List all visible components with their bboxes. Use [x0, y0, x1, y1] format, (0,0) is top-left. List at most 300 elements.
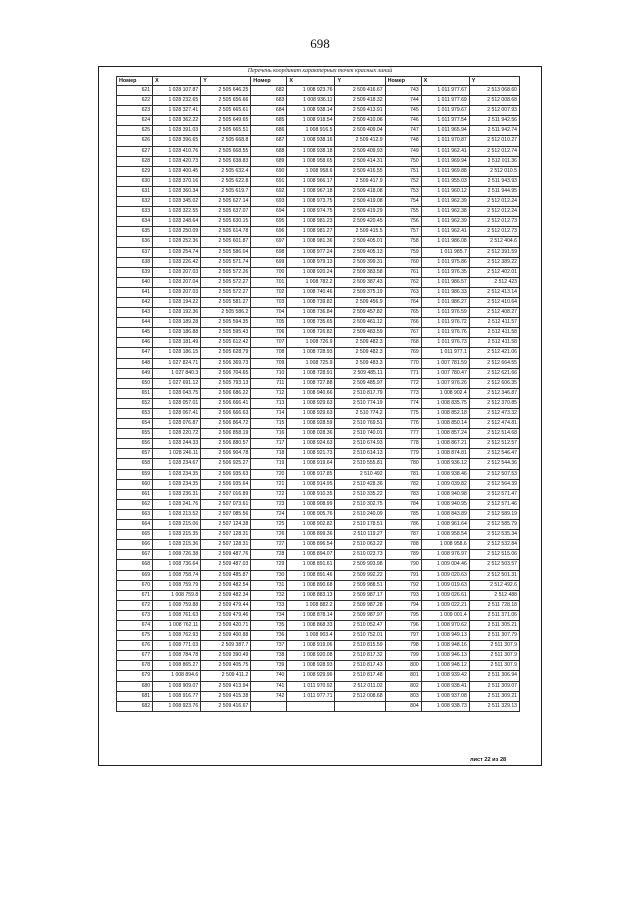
point-number-cell: 644 — [117, 318, 153, 328]
point-number-cell: 801 — [385, 671, 421, 681]
point-number-cell: 788 — [385, 540, 421, 550]
point-number-cell: 752 — [385, 176, 421, 186]
y-coordinate-cell: 2 509 410.06 — [335, 116, 385, 126]
x-coordinate-cell: 1 028 057.01 — [153, 398, 201, 408]
x-coordinate-cell: 1 008 759.8 — [153, 590, 201, 600]
point-number-cell: 639 — [117, 267, 153, 277]
y-coordinate-cell: 2 512 421.06 — [469, 348, 519, 358]
point-number-cell: 632 — [117, 197, 153, 207]
y-coordinate-cell: 2 512 011.02 — [335, 681, 385, 691]
x-coordinate-cell: 1 011 960.12 — [421, 186, 469, 196]
y-coordinate-cell: 2 511 307.9 — [469, 661, 519, 671]
y-coordinate-cell: 2 512 571.47 — [469, 489, 519, 499]
y-coordinate-cell: 2 511 307.79 — [469, 631, 519, 641]
y-coordinate-cell: 2 512 402.01 — [469, 267, 519, 277]
table-row — [117, 308, 520, 318]
x-coordinate-cell: 1 011 955.03 — [421, 176, 469, 186]
table-row — [117, 691, 520, 701]
y-coordinate-cell: 2 511 371.06 — [469, 610, 519, 620]
point-number-cell: 746 — [385, 116, 421, 126]
x-coordinate-cell: 1 008 938.18 — [287, 146, 335, 156]
y-coordinate-cell: 2 506 704.65 — [201, 368, 251, 378]
x-coordinate-cell: 1 008 981.27 — [287, 227, 335, 237]
table-row — [117, 671, 520, 681]
x-coordinate-cell: 1 008 868.33 — [287, 620, 335, 630]
x-coordinate-cell: 1 008 762.11 — [153, 620, 201, 630]
x-coordinate-cell: 1 008 948.12 — [421, 661, 469, 671]
table-row — [117, 86, 520, 96]
point-number-cell: 659 — [117, 469, 153, 479]
page-number: 698 — [310, 36, 330, 51]
x-coordinate-cell: 1 008 761.63 — [153, 610, 201, 620]
point-number-cell: 636 — [117, 237, 153, 247]
y-coordinate-cell: 2 509 987.97 — [335, 610, 385, 620]
table-header-row — [117, 77, 520, 86]
x-coordinate-cell: 1 011 985.7 — [421, 247, 469, 257]
y-coordinate-cell: 2 509 409.04 — [335, 126, 385, 136]
table-row — [117, 217, 520, 227]
x-coordinate-cell: 1 028 345.02 — [153, 197, 201, 207]
x-coordinate-cell: 1 008 918.54 — [287, 116, 335, 126]
table-row — [117, 439, 520, 449]
x-coordinate-cell: 1 028 192.36 — [153, 308, 201, 318]
y-coordinate-cell: 2 509 419.08 — [335, 197, 385, 207]
table-row — [117, 449, 520, 459]
table-row — [117, 509, 520, 519]
point-number-cell: 796 — [385, 620, 421, 630]
y-coordinate-cell: 2 509 416.67 — [335, 86, 385, 96]
x-coordinate-cell: 1 028 107.87 — [153, 86, 201, 96]
x-coordinate-cell: 1 028 213.52 — [153, 509, 201, 519]
y-coordinate-cell: 2 505 572.26 — [201, 267, 251, 277]
point-number-cell: 767 — [385, 328, 421, 338]
table-row — [117, 651, 520, 661]
point-number-cell: 723 — [251, 499, 287, 509]
y-coordinate-cell: 2 511 306.94 — [469, 671, 519, 681]
x-coordinate-cell: 1 028 360.34 — [153, 186, 201, 196]
x-coordinate-cell: 1 008 958.6 — [287, 166, 335, 176]
y-coordinate-cell: 2 511 307.9 — [469, 641, 519, 651]
y-coordinate-cell: 2 509 387.7 — [201, 641, 251, 651]
y-coordinate-cell: 2 512 012.73 — [469, 227, 519, 237]
y-coordinate-cell: 2 506 666.41 — [201, 398, 251, 408]
x-coordinate-cell: 1 008 899.36 — [287, 530, 335, 540]
y-coordinate-cell: 2 511 309.21 — [469, 691, 519, 701]
y-coordinate-cell: 2 512 503.57 — [469, 560, 519, 570]
point-number-cell: 785 — [385, 509, 421, 519]
y-coordinate-cell: 2 510 023.73 — [335, 550, 385, 560]
header-number: Номер — [117, 77, 153, 86]
x-coordinate-cell: 1 028 234.67 — [153, 459, 201, 469]
x-coordinate-cell: 1 008 726.9 — [287, 338, 335, 348]
x-coordinate-cell: 1 028 396.65 — [153, 136, 201, 146]
x-coordinate-cell: 1 011 976.73 — [421, 338, 469, 348]
table-row — [117, 610, 520, 620]
x-coordinate-cell: 1 008 835.75 — [421, 398, 469, 408]
point-number-cell: 634 — [117, 217, 153, 227]
x-coordinate-cell: 1 009 001.4 — [421, 610, 469, 620]
point-number-cell: 670 — [117, 580, 153, 590]
y-coordinate-cell: 2 512 346.87 — [469, 388, 519, 398]
point-number-cell: 623 — [117, 106, 153, 116]
x-coordinate-cell: 1 008 928.93 — [287, 661, 335, 671]
y-coordinate-cell: 2 505 586.2 — [201, 308, 251, 318]
table-row — [117, 146, 520, 156]
x-coordinate-cell: 1 009 004.46 — [421, 560, 469, 570]
y-coordinate-cell: 2 512 544.36 — [469, 459, 519, 469]
point-number-cell: 653 — [117, 409, 153, 419]
y-coordinate-cell: 2 512 474.81 — [469, 419, 519, 429]
y-coordinate-cell: 2 510 119.27 — [335, 530, 385, 540]
x-coordinate-cell: 1 008 736.84 — [287, 308, 335, 318]
x-coordinate-cell: 1 028 181.49 — [153, 338, 201, 348]
header-number: Номер — [385, 77, 421, 86]
x-coordinate-cell: 1 028 241.76 — [153, 499, 201, 509]
x-coordinate-cell: 1 008 727.88 — [287, 378, 335, 388]
x-coordinate-cell: 1 008 958.54 — [421, 530, 469, 540]
x-coordinate-cell: 1 027 691.12 — [153, 378, 201, 388]
header-number: Номер — [251, 77, 287, 86]
y-coordinate-cell: 2 510 815.59 — [335, 641, 385, 651]
point-number-cell: 716 — [251, 429, 287, 439]
point-number-cell: 768 — [385, 338, 421, 348]
y-coordinate-cell: 2 512 571.46 — [469, 499, 519, 509]
y-coordinate-cell: 2 509 405.13 — [335, 247, 385, 257]
x-coordinate-cell: 1 008 735.65 — [287, 318, 335, 328]
point-number-cell: 728 — [251, 550, 287, 560]
table-row — [117, 661, 520, 671]
y-coordinate-cell: 2 505 665.51 — [201, 126, 251, 136]
y-coordinate-cell: 2 509 416.67 — [201, 701, 251, 711]
y-coordinate-cell: 2 512 410.64 — [469, 297, 519, 307]
table-row — [117, 550, 520, 560]
x-coordinate-cell: 1 011 962.41 — [421, 146, 469, 156]
point-number-cell: 667 — [117, 550, 153, 560]
y-coordinate-cell: 2 509 413.91 — [335, 106, 385, 116]
x-coordinate-cell — [287, 701, 335, 711]
x-coordinate-cell: 1 028 236.31 — [153, 489, 201, 499]
y-coordinate-cell: 2 511 329.13 — [469, 701, 519, 711]
point-number-cell: 657 — [117, 449, 153, 459]
y-coordinate-cell: 2 512 008.68 — [469, 96, 519, 106]
y-coordinate-cell: 2 512 404.6 — [469, 237, 519, 247]
table-row — [117, 287, 520, 297]
point-number-cell: 782 — [385, 479, 421, 489]
y-coordinate-cell: 2 505 632.4 — [201, 166, 251, 176]
x-coordinate-cell: 1 009 019.63 — [421, 580, 469, 590]
y-coordinate-cell: 2 506 686.22 — [201, 388, 251, 398]
y-coordinate-cell: 2 512 532.84 — [469, 540, 519, 550]
y-coordinate-cell: 2 510 335.22 — [335, 489, 385, 499]
y-coordinate-cell: 2 509 415.5 — [335, 227, 385, 237]
y-coordinate-cell: 2 509 482.3 — [335, 338, 385, 348]
point-number-cell: 732 — [251, 590, 287, 600]
y-coordinate-cell: 2 512 413.14 — [469, 287, 519, 297]
x-coordinate-cell: 1 008 896.54 — [287, 540, 335, 550]
point-number-cell: 699 — [251, 257, 287, 267]
point-number-cell: 630 — [117, 176, 153, 186]
x-coordinate-cell: 1 011 962.41 — [421, 227, 469, 237]
x-coordinate-cell: 1 008 728.91 — [287, 368, 335, 378]
y-coordinate-cell: 2 505 594.35 — [201, 318, 251, 328]
point-number-cell: 624 — [117, 116, 153, 126]
x-coordinate-cell: 1 008 961.64 — [421, 520, 469, 530]
point-number-cell: 655 — [117, 429, 153, 439]
point-number-cell: 730 — [251, 570, 287, 580]
y-coordinate-cell: 2 510 428.36 — [335, 479, 385, 489]
point-number-cell: 758 — [385, 237, 421, 247]
y-coordinate-cell: 2 509 457.82 — [335, 308, 385, 318]
header-x: X — [153, 77, 201, 86]
x-coordinate-cell: 1 008 883.13 — [287, 590, 335, 600]
point-number-cell: 795 — [385, 610, 421, 620]
y-coordinate-cell: 2 509 418.32 — [335, 96, 385, 106]
y-coordinate-cell: 2 505 637.07 — [201, 207, 251, 217]
table-row — [117, 459, 520, 469]
point-number-cell: 800 — [385, 661, 421, 671]
x-coordinate-cell: 1 008 923.76 — [153, 701, 201, 711]
point-number-cell: 764 — [385, 297, 421, 307]
point-number-cell: 673 — [117, 610, 153, 620]
x-coordinate-cell: 1 008 867.21 — [421, 439, 469, 449]
table-row — [117, 520, 520, 530]
y-coordinate-cell: 2 512 488 — [469, 590, 519, 600]
y-coordinate-cell: 2 510 052.47 — [335, 620, 385, 630]
point-number-cell: 682 — [117, 701, 153, 711]
x-coordinate-cell: 1 011 977.69 — [421, 96, 469, 106]
y-coordinate-cell: 2 510 063.22 — [335, 540, 385, 550]
table-row — [117, 469, 520, 479]
point-number-cell: 648 — [117, 358, 153, 368]
y-coordinate-cell: 2 505 656.66 — [201, 96, 251, 106]
point-number-cell: 778 — [385, 439, 421, 449]
y-coordinate-cell: 2 510 740.01 — [335, 429, 385, 439]
x-coordinate-cell: 1 008 759.88 — [153, 600, 201, 610]
point-number-cell: 736 — [251, 631, 287, 641]
y-coordinate-cell: 2 512 514.68 — [469, 429, 519, 439]
x-coordinate-cell: 1 008 938.16 — [287, 136, 335, 146]
y-coordinate-cell: 2 512 411.57 — [469, 318, 519, 328]
x-coordinate-cell: 1 011 977.54 — [421, 116, 469, 126]
y-coordinate-cell: 2 505 586.04 — [201, 247, 251, 257]
x-coordinate-cell: 1 011 976.76 — [421, 328, 469, 338]
y-coordinate-cell: 2 509 387.43 — [335, 277, 385, 287]
y-coordinate-cell: 2 512 389.22 — [469, 257, 519, 267]
x-coordinate-cell: 1 007 976.26 — [421, 378, 469, 388]
y-coordinate-cell: 2 509 482.34 — [201, 590, 251, 600]
point-number-cell: 775 — [385, 409, 421, 419]
y-coordinate-cell: 2 511 305.21 — [469, 620, 519, 630]
point-number-cell: 665 — [117, 530, 153, 540]
y-coordinate-cell: 2 510 614.13 — [335, 449, 385, 459]
x-coordinate-cell: 1 008 973.75 — [287, 197, 335, 207]
y-coordinate-cell: 2 509 416.55 — [335, 166, 385, 176]
table-row — [117, 570, 520, 580]
table-row — [117, 348, 520, 358]
table-row — [117, 419, 520, 429]
point-number-cell: 647 — [117, 348, 153, 358]
point-number-cell: 726 — [251, 530, 287, 540]
y-coordinate-cell: 2 512 010.5 — [469, 166, 519, 176]
point-number-cell: 676 — [117, 641, 153, 651]
y-coordinate-cell: 2 510 492 — [335, 469, 385, 479]
y-coordinate-cell: 2 509 482.54 — [201, 580, 251, 590]
x-coordinate-cell: 1 009 039.82 — [421, 479, 469, 489]
x-coordinate-cell: 1 008 939.42 — [421, 671, 469, 681]
point-number-cell: 793 — [385, 590, 421, 600]
point-number-cell: 698 — [251, 247, 287, 257]
x-coordinate-cell: 1 009 026.61 — [421, 590, 469, 600]
x-coordinate-cell: 1 008 936.11 — [287, 96, 335, 106]
point-number-cell: 622 — [117, 96, 153, 106]
y-coordinate-cell: 2 509 375.19 — [335, 287, 385, 297]
x-coordinate-cell: 1 011 976.35 — [421, 267, 469, 277]
x-coordinate-cell: 1 008 725.9 — [287, 358, 335, 368]
y-coordinate-cell: 2 509 993.98 — [335, 560, 385, 570]
x-coordinate-cell: 1 028 244.33 — [153, 439, 201, 449]
point-number-cell: 720 — [251, 469, 287, 479]
y-coordinate-cell: 2 509 412.9 — [335, 136, 385, 146]
point-number-cell: 660 — [117, 479, 153, 489]
x-coordinate-cell: 1 028 254.74 — [153, 247, 201, 257]
point-number-cell: 739 — [251, 661, 287, 671]
point-number-cell: 792 — [385, 580, 421, 590]
y-coordinate-cell: 2 506 858.19 — [201, 429, 251, 439]
x-coordinate-cell: 1 008 914.95 — [287, 479, 335, 489]
y-coordinate-cell: 2 509 485.87 — [201, 570, 251, 580]
y-coordinate-cell: 2 512 010.27 — [469, 136, 519, 146]
point-number-cell: 708 — [251, 348, 287, 358]
y-coordinate-cell: 2 509 411.2 — [201, 671, 251, 681]
point-number-cell: 763 — [385, 287, 421, 297]
x-coordinate-cell: 1 028 226.42 — [153, 257, 201, 267]
point-number-cell: 638 — [117, 257, 153, 267]
x-coordinate-cell: 1 007 781.59 — [421, 358, 469, 368]
y-coordinate-cell: 2 512 012.24 — [469, 197, 519, 207]
point-number-cell: 663 — [117, 509, 153, 519]
point-number-cell: 692 — [251, 186, 287, 196]
y-coordinate-cell: 2 505 646.25 — [201, 86, 251, 96]
y-coordinate-cell: 2 512 515.06 — [469, 550, 519, 560]
point-number-cell: 779 — [385, 449, 421, 459]
y-coordinate-cell: 2 507 085.56 — [201, 509, 251, 519]
y-coordinate-cell: 2 509 420.71 — [201, 620, 251, 630]
point-number-cell: 646 — [117, 338, 153, 348]
table-row — [117, 166, 520, 176]
x-coordinate-cell: 1 008 958.6 — [421, 540, 469, 550]
x-coordinate-cell: 1 028 215.06 — [153, 520, 201, 530]
x-coordinate-cell: 1 011 970.87 — [421, 136, 469, 146]
x-coordinate-cell: 1 008 759.79 — [153, 580, 201, 590]
x-coordinate-cell: 1 028 391.03 — [153, 126, 201, 136]
point-number-cell: 702 — [251, 287, 287, 297]
table-row — [117, 398, 520, 408]
point-number-cell: 703 — [251, 297, 287, 307]
x-coordinate-cell: 1 008 894.07 — [287, 550, 335, 560]
y-coordinate-cell: 2 505 638.83 — [201, 156, 251, 166]
point-number-cell: 786 — [385, 520, 421, 530]
point-number-cell: 684 — [251, 106, 287, 116]
y-coordinate-cell: 2 512 011.36 — [469, 156, 519, 166]
y-coordinate-cell: 2 512 564.39 — [469, 479, 519, 489]
point-number-cell: 756 — [385, 217, 421, 227]
y-coordinate-cell: 2 510 817.48 — [335, 671, 385, 681]
point-number-cell: 709 — [251, 358, 287, 368]
y-coordinate-cell: 2 509 461.12 — [335, 318, 385, 328]
x-coordinate-cell: 1 011 962.38 — [421, 207, 469, 217]
y-coordinate-cell: 2 509 405.75 — [201, 661, 251, 671]
table-row — [117, 328, 520, 338]
x-coordinate-cell: 1 008 852.18 — [421, 409, 469, 419]
table-row — [117, 429, 520, 439]
x-coordinate-cell: 1 008 857.24 — [421, 429, 469, 439]
x-coordinate-cell: 1 008 782.2 — [287, 277, 335, 287]
point-number-cell: 662 — [117, 499, 153, 509]
point-number-cell: 677 — [117, 651, 153, 661]
point-number-cell: 743 — [385, 86, 421, 96]
x-coordinate-cell: 1 008 894.6 — [153, 671, 201, 681]
point-number-cell: 742 — [251, 691, 287, 701]
table-row — [117, 560, 520, 570]
table-row — [117, 297, 520, 307]
point-number-cell: 738 — [251, 651, 287, 661]
point-number-cell: 750 — [385, 156, 421, 166]
y-coordinate-cell: 2 505 581.27 — [201, 297, 251, 307]
point-number-cell: 722 — [251, 489, 287, 499]
y-coordinate-cell: 2 505 622.8 — [201, 176, 251, 186]
x-coordinate-cell: 1 028 207.03 — [153, 287, 201, 297]
header-x: X — [287, 77, 335, 86]
x-coordinate-cell: 1 008 874.81 — [421, 449, 469, 459]
x-coordinate-cell: 1 008 758.74 — [153, 570, 201, 580]
point-number-cell: 641 — [117, 287, 153, 297]
point-number-cell: 770 — [385, 358, 421, 368]
point-number-cell: 705 — [251, 318, 287, 328]
table-row — [117, 106, 520, 116]
x-coordinate-cell: 1 011 965.94 — [421, 126, 469, 136]
point-number-cell: 725 — [251, 520, 287, 530]
y-coordinate-cell: 2 505 612.42 — [201, 338, 251, 348]
point-number-cell: 760 — [385, 257, 421, 267]
table-row — [117, 580, 520, 590]
y-coordinate-cell: 2 509 992.22 — [335, 570, 385, 580]
x-coordinate-cell: 1 028 207.03 — [153, 267, 201, 277]
x-coordinate-cell: 1 028 234.35 — [153, 469, 201, 479]
x-coordinate-cell: 1 011 976.72 — [421, 318, 469, 328]
point-number-cell: 626 — [117, 136, 153, 146]
point-number-cell: 669 — [117, 570, 153, 580]
y-coordinate-cell: 2 512 411.58 — [469, 328, 519, 338]
x-coordinate-cell: 1 008 970.62 — [421, 620, 469, 630]
table-row — [117, 600, 520, 610]
table-row — [117, 116, 520, 126]
point-number-cell: 802 — [385, 681, 421, 691]
x-coordinate-cell: 1 011 986.57 — [421, 277, 469, 287]
y-coordinate-cell: 2 505 572.27 — [201, 287, 251, 297]
table-row — [117, 176, 520, 186]
y-coordinate-cell: 2 507 128.31 — [201, 540, 251, 550]
x-coordinate-cell: 1 011 977.67 — [421, 86, 469, 96]
table-row — [117, 540, 520, 550]
point-number-cell: 640 — [117, 277, 153, 287]
y-coordinate-cell: 2 510 240.09 — [335, 509, 385, 519]
y-coordinate-cell: 2 510 302.75 — [335, 499, 385, 509]
y-coordinate-cell: 2 510 769.51 — [335, 419, 385, 429]
y-coordinate-cell: 2 510 817.32 — [335, 651, 385, 661]
point-number-cell: 643 — [117, 308, 153, 318]
point-number-cell: 747 — [385, 126, 421, 136]
y-coordinate-cell: 2 505 601.87 — [201, 237, 251, 247]
